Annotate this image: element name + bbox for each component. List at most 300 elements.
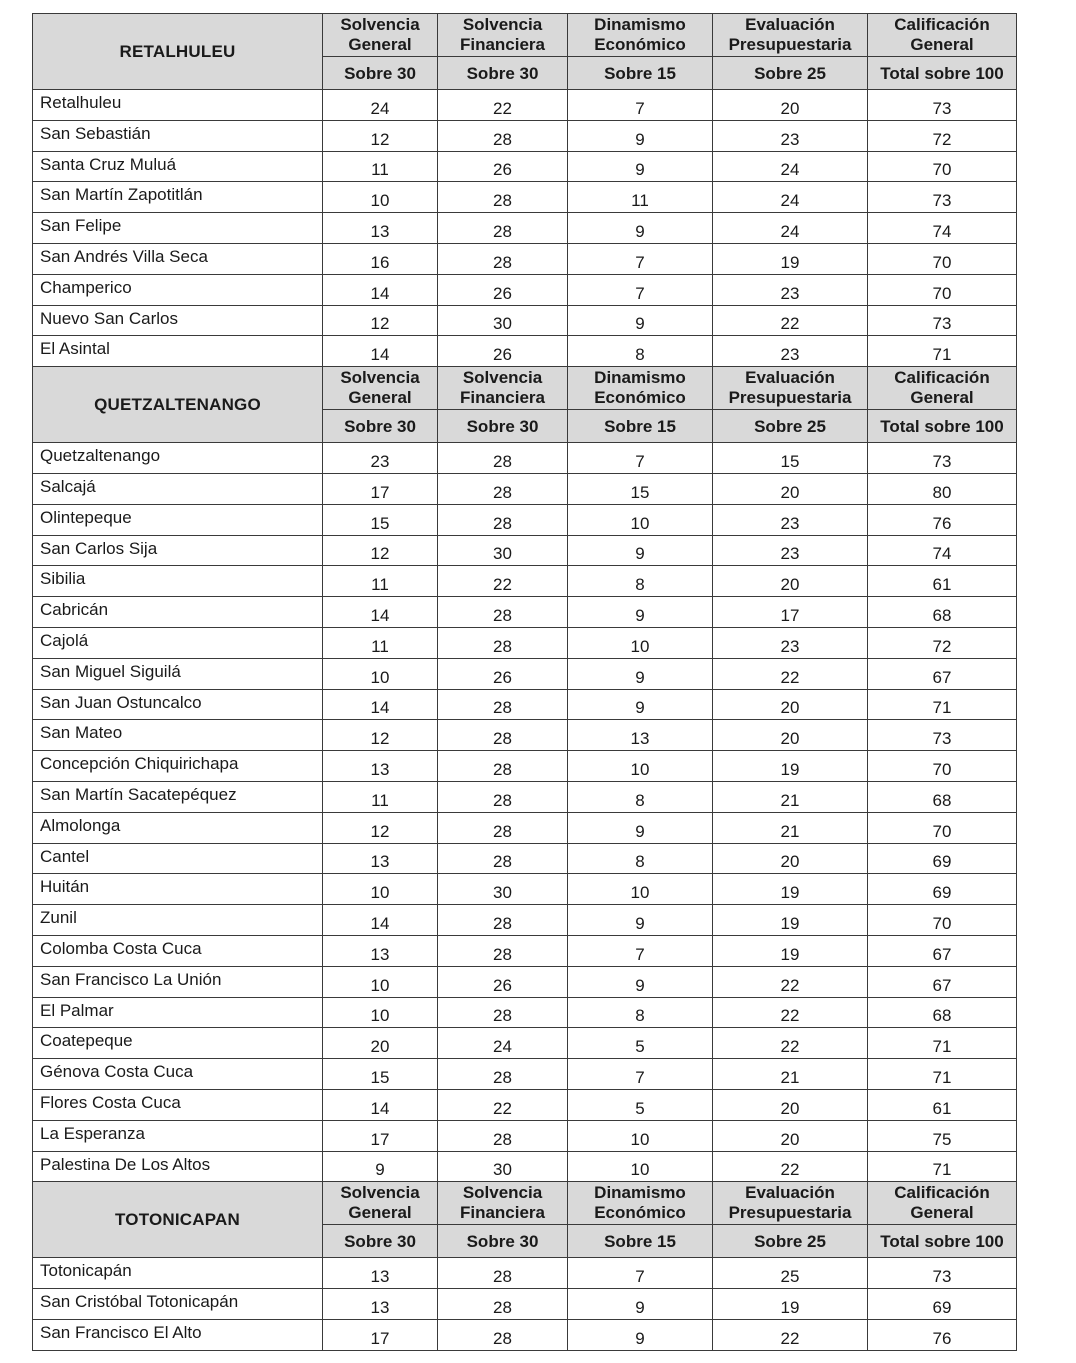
table-row xyxy=(33,874,1017,905)
score-cell: 30 xyxy=(438,535,568,566)
municipio-name: San Martín Zapotitlán xyxy=(33,182,323,213)
score-cell: 13 xyxy=(323,751,438,782)
score-cell: 5 xyxy=(568,1028,713,1059)
municipio-name: San Martín Sacatepéquez xyxy=(33,781,323,812)
score-cell: 71 xyxy=(868,1059,1017,1090)
score-cell: 28 xyxy=(438,504,568,535)
score-cell: 71 xyxy=(868,336,1017,367)
score-cell: 21 xyxy=(713,1059,868,1090)
column-header xyxy=(713,1182,868,1225)
municipio-name: San Francisco La Unión xyxy=(33,966,323,997)
score-cell: 74 xyxy=(868,213,1017,244)
score-cell: 22 xyxy=(438,566,568,597)
table-row xyxy=(33,1319,1017,1350)
score-cell: 26 xyxy=(438,658,568,689)
column-subheader: Total sobre 100 xyxy=(868,57,1017,90)
municipio-name: San Carlos Sija xyxy=(33,535,323,566)
section-header-row xyxy=(33,14,1017,57)
score-cell: 19 xyxy=(713,874,868,905)
score-cell: 20 xyxy=(713,720,868,751)
column-subheader: Sobre 15 xyxy=(568,57,713,90)
score-cell: 30 xyxy=(438,305,568,336)
score-cell: 23 xyxy=(713,120,868,151)
table-row xyxy=(33,566,1017,597)
score-cell: 73 xyxy=(868,305,1017,336)
column-header xyxy=(438,1182,568,1225)
column-header-line2: General xyxy=(348,388,412,408)
column-header xyxy=(438,14,568,57)
municipio-name: Concepción Chiquirichapa xyxy=(33,751,323,782)
municipio-name: Champerico xyxy=(33,274,323,305)
column-header-line1: Calificación xyxy=(894,368,990,388)
score-cell: 8 xyxy=(568,566,713,597)
score-cell: 22 xyxy=(438,1089,568,1120)
score-cell: 10 xyxy=(323,182,438,213)
column-subheader: Sobre 30 xyxy=(323,410,438,443)
section-header-row xyxy=(33,367,1017,410)
score-cell: 9 xyxy=(568,905,713,936)
score-cell: 61 xyxy=(868,566,1017,597)
column-header xyxy=(323,1182,438,1225)
score-cell: 9 xyxy=(568,213,713,244)
table-row xyxy=(33,689,1017,720)
score-cell: 9 xyxy=(568,305,713,336)
table-row xyxy=(33,997,1017,1028)
municipio-name: El Palmar xyxy=(33,997,323,1028)
municipio-name: San Miguel Siguilá xyxy=(33,658,323,689)
column-header-line1: Calificación xyxy=(894,1183,990,1203)
municipio-name: Nuevo San Carlos xyxy=(33,305,323,336)
municipio-name: Cajolá xyxy=(33,627,323,658)
score-cell: 9 xyxy=(568,120,713,151)
score-cell: 10 xyxy=(568,874,713,905)
score-cell: 68 xyxy=(868,597,1017,628)
municipio-name: Cabricán xyxy=(33,597,323,628)
column-header-line2: Económico xyxy=(594,388,686,408)
column-header-line2: Financiera xyxy=(459,35,546,54)
score-cell: 68 xyxy=(868,997,1017,1028)
score-cell: 28 xyxy=(438,1059,568,1090)
table-row xyxy=(33,182,1017,213)
table-row xyxy=(33,966,1017,997)
score-cell: 26 xyxy=(438,966,568,997)
score-cell: 28 xyxy=(438,843,568,874)
table-row xyxy=(33,812,1017,843)
column-header-line1: Solvencia xyxy=(462,368,543,388)
score-cell: 25 xyxy=(713,1258,868,1289)
score-cell: 13 xyxy=(323,1258,438,1289)
table-row xyxy=(33,473,1017,504)
table-row xyxy=(33,935,1017,966)
score-cell: 22 xyxy=(713,1028,868,1059)
score-cell: 73 xyxy=(868,443,1017,474)
column-header xyxy=(323,367,438,410)
score-cell: 7 xyxy=(568,243,713,274)
score-cell: 20 xyxy=(713,1089,868,1120)
score-cell: 10 xyxy=(323,966,438,997)
score-cell: 20 xyxy=(713,566,868,597)
score-cell: 20 xyxy=(713,843,868,874)
score-cell: 67 xyxy=(868,935,1017,966)
score-cell: 24 xyxy=(713,182,868,213)
score-cell: 19 xyxy=(713,1289,868,1320)
score-cell: 11 xyxy=(323,781,438,812)
table-row xyxy=(33,1028,1017,1059)
score-cell: 22 xyxy=(713,966,868,997)
score-cell: 28 xyxy=(438,935,568,966)
score-cell: 76 xyxy=(868,504,1017,535)
score-cell: 28 xyxy=(438,905,568,936)
municipio-name: Sibilia xyxy=(33,566,323,597)
score-cell: 10 xyxy=(568,751,713,782)
score-cell: 14 xyxy=(323,597,438,628)
score-cell: 19 xyxy=(713,243,868,274)
score-cell: 12 xyxy=(323,120,438,151)
column-subheader: Sobre 15 xyxy=(568,1225,713,1258)
column-header-line1: Evaluación xyxy=(745,1183,835,1203)
table-row xyxy=(33,1059,1017,1090)
score-cell: 13 xyxy=(323,1289,438,1320)
score-cell: 10 xyxy=(568,627,713,658)
municipio-name: Huitán xyxy=(33,874,323,905)
column-header-line2: General xyxy=(910,388,974,408)
score-cell: 24 xyxy=(713,151,868,182)
score-cell: 67 xyxy=(868,658,1017,689)
score-cell: 7 xyxy=(568,1258,713,1289)
score-cell: 12 xyxy=(323,305,438,336)
score-cell: 28 xyxy=(438,213,568,244)
municipio-name: Zunil xyxy=(33,905,323,936)
score-cell: 13 xyxy=(323,935,438,966)
score-cell: 8 xyxy=(568,336,713,367)
score-cell: 14 xyxy=(323,1089,438,1120)
score-cell: 21 xyxy=(713,781,868,812)
table-row xyxy=(33,151,1017,182)
municipio-name: La Esperanza xyxy=(33,1120,323,1151)
score-cell: 9 xyxy=(568,966,713,997)
column-subheader: Sobre 30 xyxy=(323,1225,438,1258)
score-cell: 8 xyxy=(568,997,713,1028)
score-cell: 19 xyxy=(713,751,868,782)
column-header-line1: Solvencia xyxy=(462,15,543,34)
column-header xyxy=(868,1182,1017,1225)
score-cell: 20 xyxy=(713,473,868,504)
column-header-line1: Evaluación xyxy=(745,368,835,388)
score-cell: 10 xyxy=(568,1151,713,1182)
municipio-name: San Andrés Villa Seca xyxy=(33,243,323,274)
column-header xyxy=(713,14,868,57)
column-subheader: Sobre 25 xyxy=(713,1225,868,1258)
municipio-name: San Cristóbal Totonicapán xyxy=(33,1289,323,1320)
score-cell: 73 xyxy=(868,90,1017,121)
score-cell: 75 xyxy=(868,1120,1017,1151)
score-cell: 8 xyxy=(568,843,713,874)
score-cell: 28 xyxy=(438,781,568,812)
score-cell: 7 xyxy=(568,274,713,305)
score-cell: 71 xyxy=(868,1151,1017,1182)
column-header-line2: Financiera xyxy=(459,1203,546,1223)
score-cell: 9 xyxy=(568,597,713,628)
score-cell: 10 xyxy=(568,1120,713,1151)
score-cell: 70 xyxy=(868,812,1017,843)
municipio-name: Coatepeque xyxy=(33,1028,323,1059)
municipal-ranking-table xyxy=(32,13,1017,1351)
score-cell: 73 xyxy=(868,1258,1017,1289)
municipio-name: Totonicapán xyxy=(33,1258,323,1289)
score-cell: 28 xyxy=(438,473,568,504)
score-cell: 22 xyxy=(713,1319,868,1350)
score-cell: 11 xyxy=(323,627,438,658)
table-row xyxy=(33,627,1017,658)
column-header-line1: Dinamismo xyxy=(594,15,686,34)
score-cell: 73 xyxy=(868,182,1017,213)
score-cell: 11 xyxy=(323,151,438,182)
score-cell: 22 xyxy=(713,658,868,689)
score-cell: 8 xyxy=(568,781,713,812)
score-cell: 12 xyxy=(323,535,438,566)
table-row xyxy=(33,443,1017,474)
municipio-name: Flores Costa Cuca xyxy=(33,1089,323,1120)
score-cell: 28 xyxy=(438,597,568,628)
score-cell: 9 xyxy=(568,812,713,843)
table-row xyxy=(33,597,1017,628)
municipio-name: El Asintal xyxy=(33,336,323,367)
department-title: TOTONICAPAN xyxy=(33,1182,323,1258)
score-cell: 20 xyxy=(713,90,868,121)
score-cell: 28 xyxy=(438,1258,568,1289)
municipio-name: San Juan Ostuncalco xyxy=(33,689,323,720)
score-cell: 21 xyxy=(713,812,868,843)
score-cell: 22 xyxy=(713,997,868,1028)
score-cell: 20 xyxy=(323,1028,438,1059)
score-cell: 24 xyxy=(713,213,868,244)
table-body xyxy=(33,14,1017,1351)
score-cell: 73 xyxy=(868,720,1017,751)
score-cell: 9 xyxy=(568,535,713,566)
table-row xyxy=(33,535,1017,566)
column-header-line2: Económico xyxy=(594,35,686,54)
score-cell: 22 xyxy=(713,1151,868,1182)
score-cell: 24 xyxy=(323,90,438,121)
column-header-line2: General xyxy=(910,35,974,54)
score-cell: 7 xyxy=(568,90,713,121)
column-subheader: Total sobre 100 xyxy=(868,410,1017,443)
score-cell: 15 xyxy=(713,443,868,474)
score-cell: 28 xyxy=(438,443,568,474)
column-header xyxy=(568,1182,713,1225)
score-cell: 70 xyxy=(868,274,1017,305)
score-cell: 9 xyxy=(323,1151,438,1182)
municipio-name: Palestina De Los Altos xyxy=(33,1151,323,1182)
table-row xyxy=(33,781,1017,812)
column-header-line2: Financiera xyxy=(459,388,546,408)
score-cell: 19 xyxy=(713,935,868,966)
score-cell: 20 xyxy=(713,689,868,720)
column-subheader: Sobre 30 xyxy=(438,1225,568,1258)
table-row xyxy=(33,120,1017,151)
column-header xyxy=(568,14,713,57)
table-row xyxy=(33,658,1017,689)
column-header-line1: Evaluación xyxy=(745,15,835,34)
column-header-line1: Dinamismo xyxy=(594,368,686,388)
score-cell: 14 xyxy=(323,689,438,720)
table-row xyxy=(33,90,1017,121)
score-cell: 12 xyxy=(323,720,438,751)
table-row xyxy=(33,504,1017,535)
department-title: QUETZALTENANGO xyxy=(33,367,323,443)
score-cell: 14 xyxy=(323,336,438,367)
score-cell: 28 xyxy=(438,812,568,843)
department-title: RETALHULEU xyxy=(33,14,323,90)
column-header-line1: Solvencia xyxy=(340,15,420,34)
column-header-line1: Solvencia xyxy=(340,368,420,388)
score-cell: 7 xyxy=(568,1059,713,1090)
column-header-line2: General xyxy=(910,1203,974,1223)
municipio-name: San Felipe xyxy=(33,213,323,244)
column-subheader: Sobre 25 xyxy=(713,410,868,443)
column-header xyxy=(713,367,868,410)
score-cell: 70 xyxy=(868,151,1017,182)
score-cell: 28 xyxy=(438,1319,568,1350)
score-cell: 69 xyxy=(868,843,1017,874)
score-cell: 17 xyxy=(323,1319,438,1350)
score-cell: 15 xyxy=(323,1059,438,1090)
municipio-name: Quetzaltenango xyxy=(33,443,323,474)
score-cell: 69 xyxy=(868,874,1017,905)
score-cell: 17 xyxy=(713,597,868,628)
score-cell: 9 xyxy=(568,1289,713,1320)
score-cell: 11 xyxy=(323,566,438,597)
column-header-line2: Presupuestaria xyxy=(728,1203,852,1223)
score-cell: 28 xyxy=(438,627,568,658)
column-header-line2: Económico xyxy=(594,1203,686,1223)
municipio-name: Retalhuleu xyxy=(33,90,323,121)
score-cell: 70 xyxy=(868,243,1017,274)
score-cell: 14 xyxy=(323,905,438,936)
score-cell: 17 xyxy=(323,473,438,504)
score-cell: 9 xyxy=(568,151,713,182)
score-cell: 9 xyxy=(568,658,713,689)
column-header-line2: General xyxy=(348,35,412,54)
column-header xyxy=(438,367,568,410)
municipio-name: Cantel xyxy=(33,843,323,874)
column-subheader: Sobre 15 xyxy=(568,410,713,443)
column-header-line2: Presupuestaria xyxy=(728,388,852,408)
score-cell: 7 xyxy=(568,443,713,474)
section-header-row xyxy=(33,1182,1017,1225)
score-cell: 16 xyxy=(323,243,438,274)
table-row xyxy=(33,1289,1017,1320)
score-cell: 26 xyxy=(438,151,568,182)
column-header-line1: Solvencia xyxy=(462,1183,543,1203)
municipio-name: Olintepeque xyxy=(33,504,323,535)
score-cell: 26 xyxy=(438,274,568,305)
column-subheader: Sobre 30 xyxy=(438,57,568,90)
column-header-line1: Dinamismo xyxy=(594,1183,686,1203)
municipio-name: Almolonga xyxy=(33,812,323,843)
municipio-name: San Mateo xyxy=(33,720,323,751)
municipio-name: San Sebastián xyxy=(33,120,323,151)
score-cell: 7 xyxy=(568,935,713,966)
score-cell: 23 xyxy=(713,274,868,305)
score-cell: 20 xyxy=(713,1120,868,1151)
score-cell: 10 xyxy=(568,504,713,535)
table-row xyxy=(33,905,1017,936)
column-subheader: Total sobre 100 xyxy=(868,1225,1017,1258)
score-cell: 28 xyxy=(438,120,568,151)
municipio-name: Génova Costa Cuca xyxy=(33,1059,323,1090)
score-cell: 15 xyxy=(323,504,438,535)
score-cell: 10 xyxy=(323,658,438,689)
score-cell: 12 xyxy=(323,812,438,843)
score-cell: 9 xyxy=(568,689,713,720)
column-header xyxy=(323,14,438,57)
column-header xyxy=(568,367,713,410)
score-cell: 71 xyxy=(868,1028,1017,1059)
column-header-line2: Presupuestaria xyxy=(728,35,852,54)
table-row xyxy=(33,1258,1017,1289)
score-cell: 26 xyxy=(438,336,568,367)
score-cell: 15 xyxy=(568,473,713,504)
score-cell: 23 xyxy=(323,443,438,474)
column-header xyxy=(868,14,1017,57)
score-cell: 23 xyxy=(713,336,868,367)
score-cell: 22 xyxy=(713,305,868,336)
municipio-name: Salcajá xyxy=(33,473,323,504)
table-row xyxy=(33,336,1017,367)
column-header-line1: Calificación xyxy=(894,15,990,34)
score-cell: 24 xyxy=(438,1028,568,1059)
score-cell: 28 xyxy=(438,751,568,782)
score-cell: 13 xyxy=(323,213,438,244)
table-row xyxy=(33,1120,1017,1151)
column-subheader: Sobre 25 xyxy=(713,57,868,90)
score-cell: 17 xyxy=(323,1120,438,1151)
table-row xyxy=(33,213,1017,244)
table-row xyxy=(33,1151,1017,1182)
score-cell: 76 xyxy=(868,1319,1017,1350)
score-cell: 28 xyxy=(438,720,568,751)
score-cell: 69 xyxy=(868,1289,1017,1320)
score-cell: 30 xyxy=(438,874,568,905)
score-cell: 61 xyxy=(868,1089,1017,1120)
table-row xyxy=(33,843,1017,874)
municipio-name: Colomba Costa Cuca xyxy=(33,935,323,966)
score-cell: 23 xyxy=(713,504,868,535)
table-row xyxy=(33,274,1017,305)
column-header-line2: General xyxy=(348,1203,412,1223)
score-cell: 13 xyxy=(323,843,438,874)
score-cell: 14 xyxy=(323,274,438,305)
column-subheader: Sobre 30 xyxy=(323,57,438,90)
column-header xyxy=(868,367,1017,410)
score-cell: 11 xyxy=(568,182,713,213)
score-cell: 67 xyxy=(868,966,1017,997)
score-cell: 28 xyxy=(438,182,568,213)
score-cell: 28 xyxy=(438,1120,568,1151)
municipio-name: San Francisco El Alto xyxy=(33,1319,323,1350)
score-cell: 28 xyxy=(438,689,568,720)
table-row xyxy=(33,305,1017,336)
score-cell: 30 xyxy=(438,1151,568,1182)
column-subheader: Sobre 30 xyxy=(438,410,568,443)
score-cell: 10 xyxy=(323,997,438,1028)
score-cell: 9 xyxy=(568,1319,713,1350)
column-header-line1: Solvencia xyxy=(340,1183,420,1203)
score-cell: 74 xyxy=(868,535,1017,566)
score-cell: 19 xyxy=(713,905,868,936)
score-cell: 10 xyxy=(323,874,438,905)
